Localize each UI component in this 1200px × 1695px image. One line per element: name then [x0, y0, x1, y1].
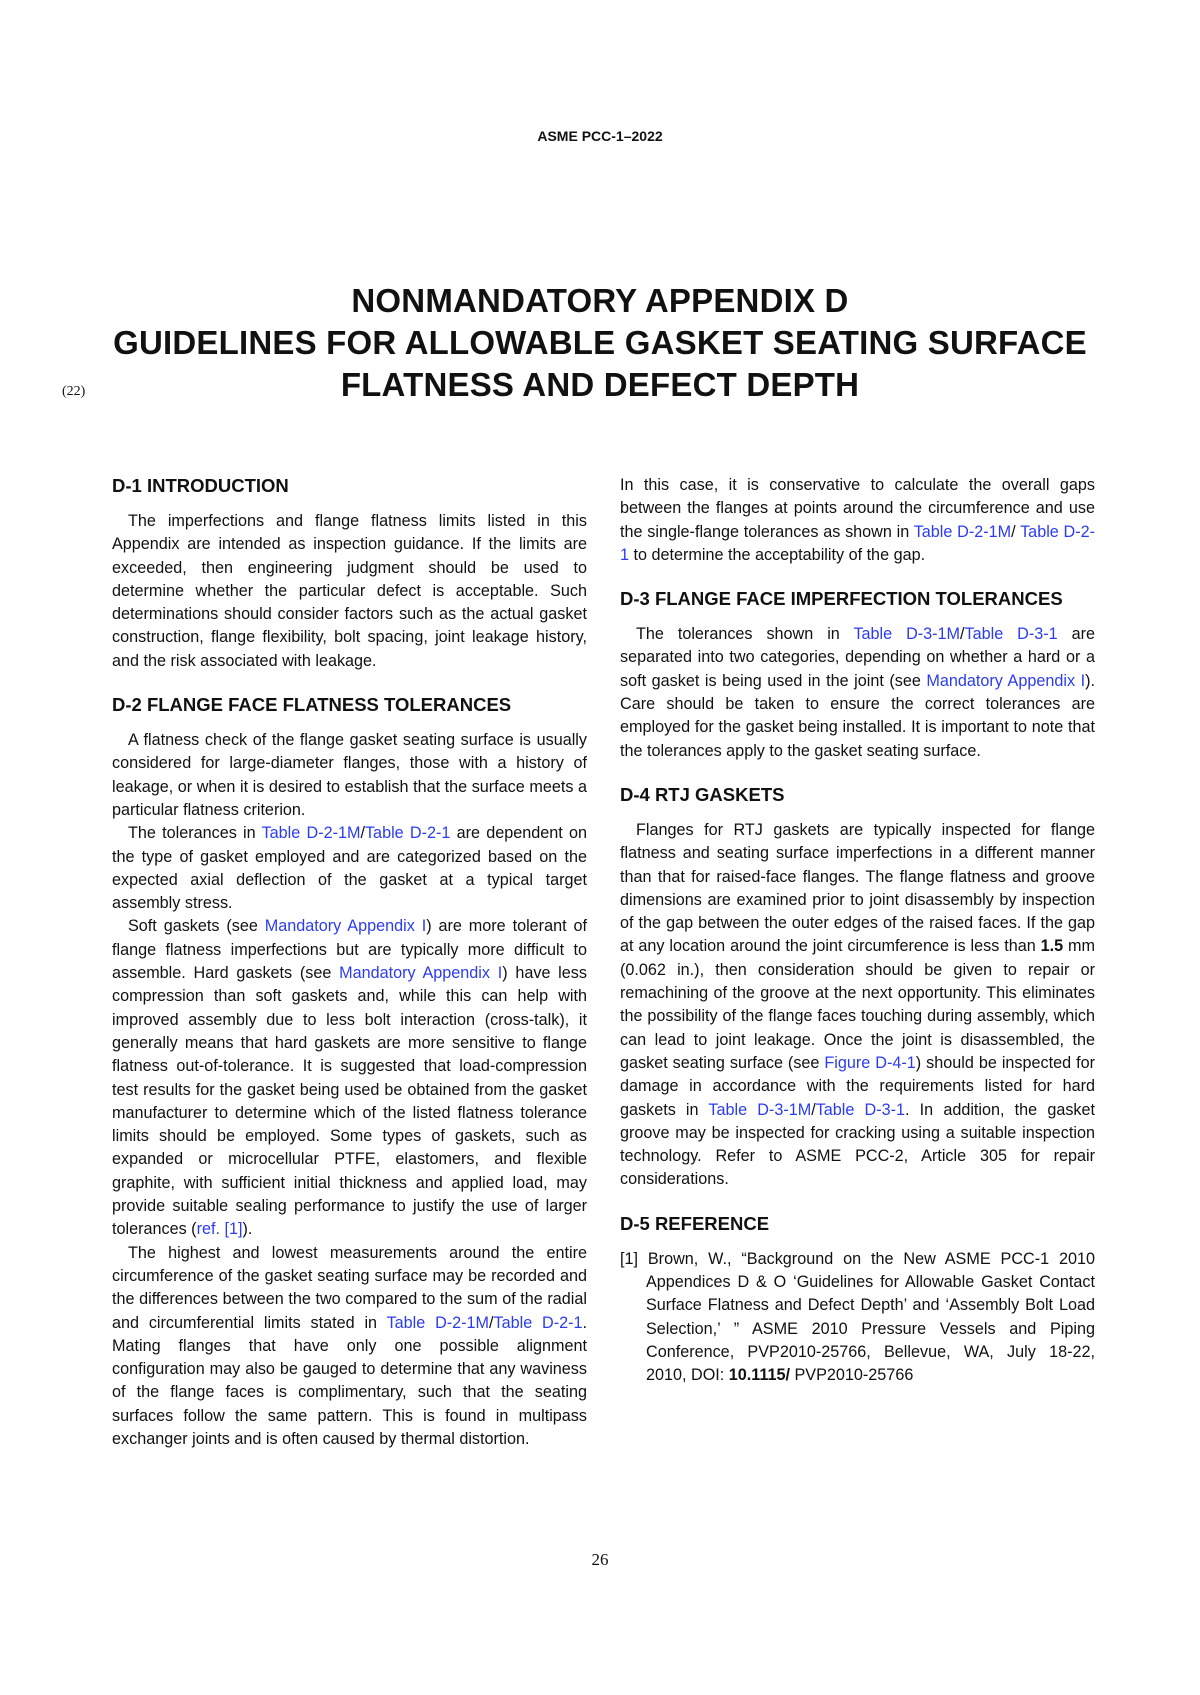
- section-heading: D-3 FLANGE FACE IMPERFECTION TOLERANCES: [620, 588, 1063, 610]
- cross-reference-link[interactable]: Table D-3-1M: [708, 1100, 812, 1119]
- text-run: ) have less compression than soft gaskets and, while this can help with improved assembly due to less bolt interaction (cross-talk), it generally means that hard gaskets are more sensitive to flange flatness out-of-tolerance. It is suggested that load-compression test results for the gasket being used be obtained from the gasket manufacturer to determine which of the listed flatness tolerance limits should be employed. Some types of gaskets, such as expanded or microcellular PTFE, elastomers, and flexible graphite, with sufficient initial thickness and applied load, may provide suitable sealing performance to justify the use of larger tolerances (: [112, 964, 587, 1239]
- text-run: /: [960, 625, 965, 644]
- paragraph: [112, 822, 587, 915]
- text-run: /: [1011, 522, 1021, 541]
- cross-reference-link[interactable]: Table D-3-1: [964, 625, 1058, 644]
- text-run: 1.5: [1040, 937, 1064, 956]
- cross-reference-link[interactable]: Figure D-4-1: [824, 1053, 916, 1072]
- paragraph: [112, 510, 587, 673]
- paragraph: [112, 729, 587, 822]
- title-line: FLATNESS AND DEFECT DEPTH: [340, 366, 860, 403]
- page-number: 26: [591, 1550, 609, 1569]
- section: [112, 474, 587, 673]
- text-run: A flatness check of the flange gasket seating surface is usually considered for large-diameter flanges, those with a history of leakage, or when it is desired to establish that the surface meets a particular flatness criterion.: [112, 731, 587, 819]
- section-heading: D-2 FLANGE FACE FLATNESS TOLERANCES: [112, 694, 512, 716]
- text-run: /: [489, 1313, 494, 1332]
- text-run: In this case, it is conservative to calculate the overall gaps between the flanges at points around the circumference and use the single-flange tolerances as shown in: [620, 476, 1095, 541]
- section: [620, 1212, 1095, 1388]
- section-heading: D-5 REFERENCE: [620, 1212, 770, 1234]
- text-run: are dependent on the type of gasket employed and are categorized based on the expected axial deflection of the gasket at a typical target assembly stress.: [112, 824, 587, 913]
- text-run: The highest and lowest measurements around the entire circumference of the gasket seating surface may be recorded and the differences between the two compared to the sum of the radial and circumferential limits stated in: [112, 1243, 587, 1332]
- paragraph: [620, 623, 1095, 763]
- text-run: /: [360, 824, 365, 843]
- cross-reference-link[interactable]: Table D-3-1M: [853, 625, 961, 644]
- text-run: ) should be inspected for damage in accordance with the requirements listed for hard gaskets in: [620, 1053, 1095, 1119]
- reference-entry: [620, 1248, 1095, 1388]
- text-run: . Mating flanges that have only one possible alignment configuration may also be gauged to determine that any waviness of the flange faces is complimentary, such that the seating surfaces follow the same pattern. This is found in multipass exchanger joints and is often caused by thermal distortion.: [112, 1313, 588, 1448]
- text-run: /: [811, 1100, 816, 1119]
- section-heading: D-1 INTRODUCTION: [112, 475, 289, 496]
- cross-reference-link[interactable]: Table D-2-1: [620, 522, 1096, 564]
- text-run: ). Care should be taken to ensure the correct tolerances are employed for the gasket being installed. It is important to note that the tolerances apply to the gasket seating surface.: [620, 671, 1095, 760]
- running-head: ASME PCC-1–2022: [537, 128, 663, 144]
- text-run: The tolerances shown in: [636, 625, 854, 644]
- cross-reference-link[interactable]: Mandatory Appendix I: [264, 917, 427, 936]
- cross-reference-link[interactable]: Table D-2-1: [364, 824, 451, 843]
- text-run: The tolerances in: [128, 824, 262, 843]
- section: [112, 693, 587, 1451]
- cross-reference-link[interactable]: Table D-2-1M: [261, 824, 361, 843]
- cross-reference-link[interactable]: ref. [1]: [196, 1220, 243, 1239]
- cross-reference-link[interactable]: Table D-2-1M: [386, 1313, 490, 1332]
- right-column: [620, 474, 1095, 1408]
- title-line: NONMANDATORY APPENDIX D: [351, 282, 849, 319]
- paragraph: [112, 1242, 587, 1452]
- page-title: [0, 280, 1200, 406]
- text-run: [1] Brown, W., “Background on the New ASME PCC-1 2010 Appendices D & O ‘Guidelines for Allowable Gasket Contact Surface Flatness and Defect Depth’ and ‘Assembly Bolt Load Selection,’ ” ASME 2010 Pressure Vessels and Piping Conference, PVP2010-25766, Bellevue, WA, July 18-22, 2010, DOI:: [620, 1249, 1095, 1385]
- text-run: 10.1115/: [728, 1366, 791, 1385]
- text-run: Soft gaskets (see: [128, 917, 265, 936]
- section-heading: D-4 RTJ GASKETS: [620, 783, 785, 805]
- text-run: are separated into two categories, depending on whether a hard or a soft gasket is being used in the joint (see: [620, 625, 1096, 690]
- text-run: to determine the acceptability of the gap.: [629, 545, 926, 564]
- text-run: mm (0.062 in.), then consideration should be given to repair or remachining of the groove at the next opportunity. This eliminates the possibility of the flange faces touching during assembly, which can lead to joint leakage. Once the joint is disassembled, the gasket seating surface (see: [620, 937, 1096, 1072]
- section: [620, 474, 1095, 567]
- cross-reference-link[interactable]: Table D-3-1: [815, 1100, 906, 1119]
- text-run: . In addition, the gasket groove may be inspected for cracking using a suitable inspection technology. Refer to ASME PCC-2, Article 305 for repair considerations.: [620, 1100, 1096, 1189]
- text-run: PVP2010-25766: [790, 1366, 914, 1385]
- paragraph: [620, 819, 1095, 1192]
- section: [620, 587, 1095, 763]
- cross-reference-link[interactable]: Mandatory Appendix I: [339, 964, 503, 983]
- cross-reference-link[interactable]: Table D-2-1: [493, 1313, 583, 1332]
- text-run: ) are more tolerant of flange flatness imperfections but are typically more difficult to assemble. Hard gaskets (see: [112, 917, 587, 983]
- paragraph: [620, 474, 1095, 567]
- cross-reference-link[interactable]: Mandatory Appendix I: [926, 671, 1086, 690]
- section: [620, 783, 1095, 1192]
- paragraph: [112, 915, 587, 1241]
- cross-reference-link[interactable]: Table D-2-1M: [913, 522, 1012, 541]
- text-run: ).: [242, 1220, 253, 1239]
- text-run: The imperfections and flange flatness limits listed in this Appendix are intended as inspection guidance. If the limits are exceeded, then engineering judgment should be used to determine whether the particular defect is acceptable. Such determinations should consider factors such as the actual gasket construction, flange flexibility, bolt spacing, joint leakage history, and the risk associated with leakage.: [112, 512, 587, 670]
- text-run: Flanges for RTJ gaskets are typically inspected for flange flatness and seating surface imperfections in a different manner than that for raised-face flanges. The flange flatness and groove dimensions are examined prior to joint disassembly by inspection of the gap between the outer edges of the raised faces. If the gap at any location around the joint circumference is less than: [620, 820, 1095, 956]
- revision-mark: (22): [62, 384, 86, 399]
- title-line: GUIDELINES FOR ALLOWABLE GASKET SEATING SURFACE: [113, 324, 1087, 361]
- left-column: [112, 474, 587, 1471]
